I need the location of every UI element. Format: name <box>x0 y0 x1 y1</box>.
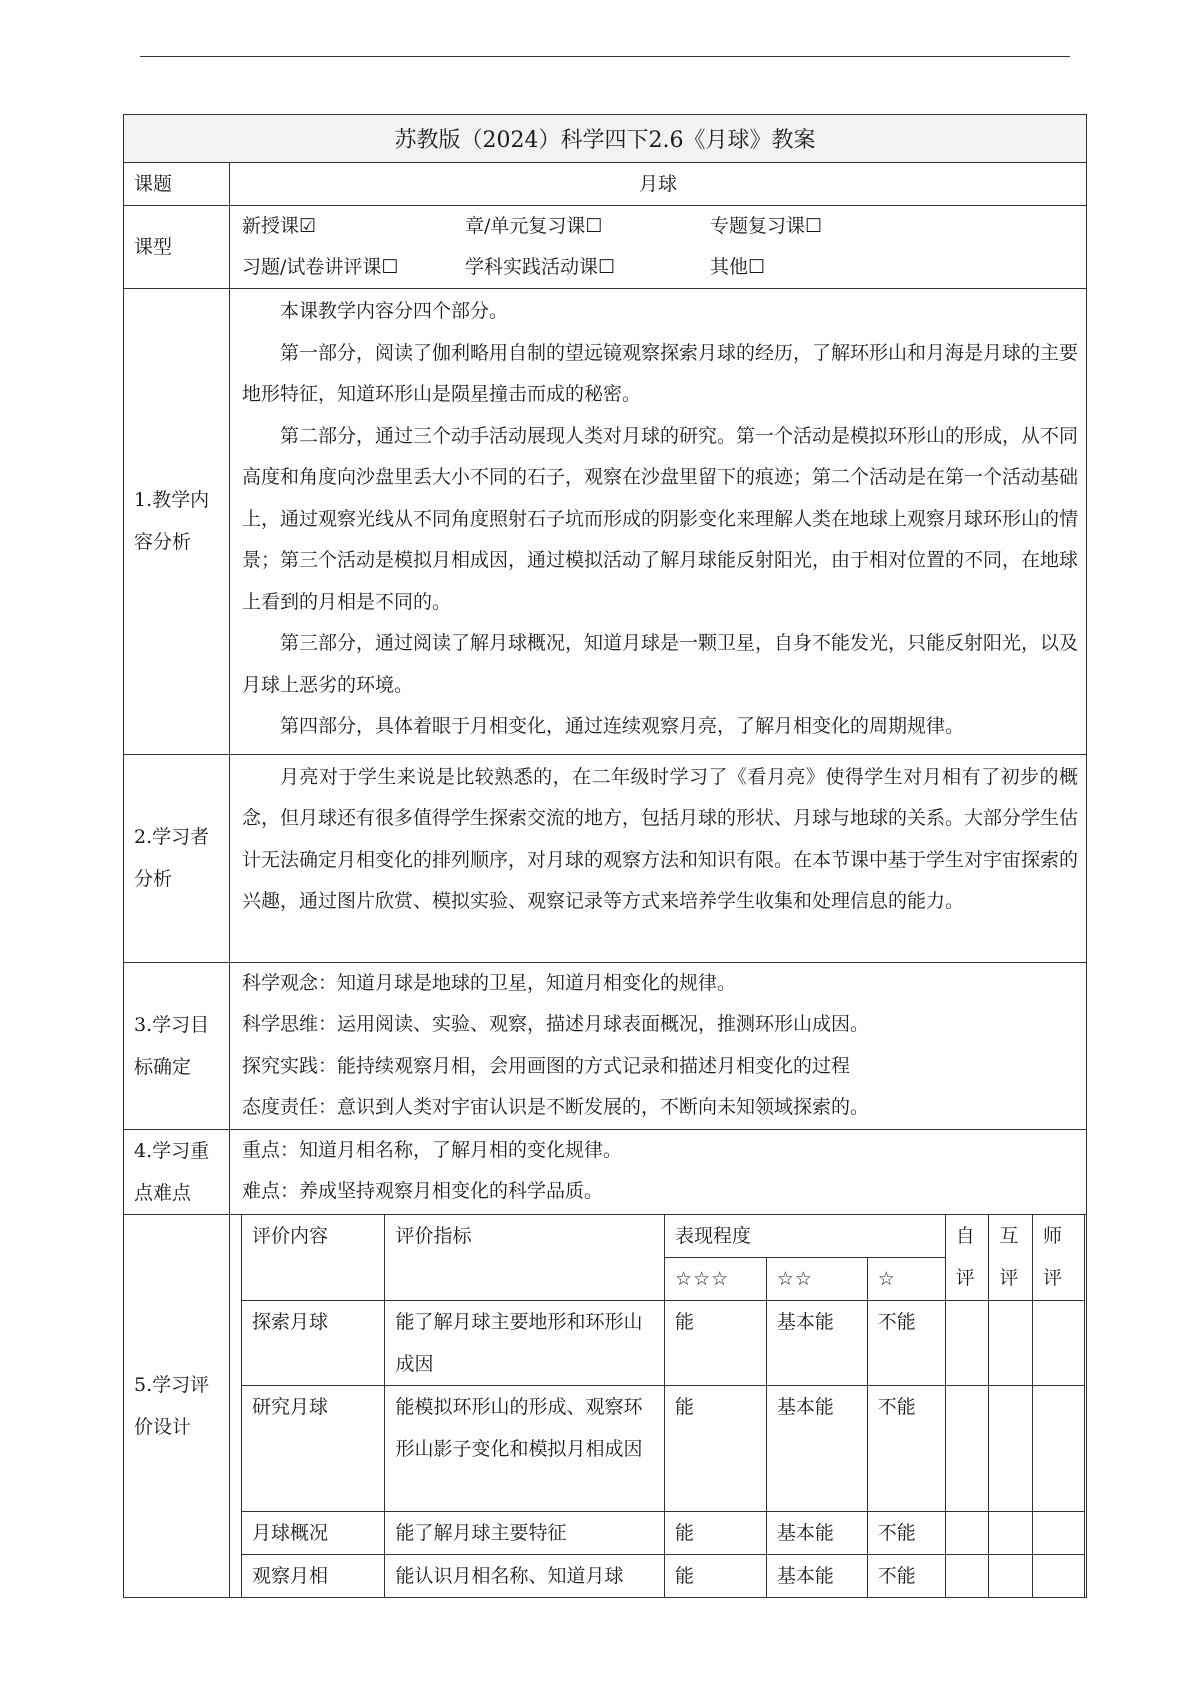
paragraph: 月亮对于学生来说是比较熟悉的，在二年级时学习了《看月亮》使得学生对月相有了初步的概念，但月球还有很多值得学生探索交流的地方，包括月球的形状、月球与地球的关系。大部分学生估计无法确定月相变化的排列顺序，对月球的观察方法和知识有限。在本节课中基于学生对宇宙探索的兴趣，通过图片欣赏、模拟实验、观察记录等方式来培养学生收集和处理信息的能力。 <box>242 765 1079 912</box>
lesson-type-option: 新授课☑ <box>242 215 317 237</box>
header-peer: 互评 <box>989 1215 1033 1301</box>
key-point-line: 重点：知道月相名称，了解月相的变化规律。 <box>242 1138 623 1161</box>
self-score <box>945 1511 989 1554</box>
row-level: 不能 <box>867 1385 945 1511</box>
table-row <box>242 1554 1085 1597</box>
objective-line: 科学思维：运用阅读、实验、观察，描述月球表面概况，推测环形山成因。 <box>242 1013 870 1035</box>
row-indicator: 能认识月相名称、知道月球 <box>385 1554 665 1597</box>
lesson-type-option: 学科实践活动课☐ <box>465 256 616 278</box>
document-title: 苏教版（2024）科学四下2.6《月球》教案 <box>124 115 1087 163</box>
key-point-line: 难点：养成坚持观察月相变化的科学品质。 <box>242 1180 604 1202</box>
row-level: 能 <box>665 1300 767 1385</box>
row-content: 月球概况 <box>242 1511 385 1554</box>
content-analysis-label: 1.教学内容分析 <box>124 289 230 755</box>
paragraph: 第二部分，通过三个动手活动展现人类对月球的研究。第一个活动是模拟环形山的形成，从不同高度和角度向沙盘里丢大小不同的石子，观察在沙盘里留下的痕迹；第二个活动是在第一个活动基础上，通过观察光线从不同角度照射石子坑而形成的阴影变化来理解人类在地球上观察月球环形山的情景；第三个活动是模拟月相成因，通过模拟活动了解月球能反射阳光，由于相对位置的不同，在地球上看到的月相是不同的。 <box>242 424 1079 613</box>
row-level: 不能 <box>867 1511 945 1554</box>
row-content: 探索月球 <box>242 1300 385 1385</box>
teacher-score <box>1032 1554 1084 1597</box>
topic-label: 课题 <box>124 163 230 206</box>
level-three-stars: ☆☆☆ <box>665 1257 767 1300</box>
lesson-type-option: 习题/试卷讲评课☐ <box>242 256 399 278</box>
row-content: 观察月相 <box>242 1554 385 1597</box>
lesson-type-label: 课型 <box>124 206 230 289</box>
row-level: 能 <box>665 1511 767 1554</box>
row-level: 基本能 <box>766 1300 867 1385</box>
objectives-body <box>230 962 1087 1129</box>
content-analysis-body <box>230 289 1087 755</box>
header-rule <box>140 56 1070 57</box>
table-row <box>242 1385 1085 1511</box>
paragraph: 第一部分，阅读了伽利略用自制的望远镜观察探索月球的经历，了解环形山和月海是月球的主要地形特征，知道环形山是陨星撞击而成的秘密。 <box>242 341 1079 405</box>
paragraph: 第三部分，通过阅读了解月球概况，知道月球是一颗卫星，自身不能发光，只能反射阳光，以及月球上恶劣的环境。 <box>242 632 1079 696</box>
lesson-type-option: 专题复习课☐ <box>710 215 823 237</box>
header-indicator: 评价指标 <box>385 1215 665 1301</box>
row-level: 不能 <box>867 1554 945 1597</box>
row-indicator: 能了解月球主要地形和环形山成因 <box>385 1300 665 1385</box>
header-teacher: 师评 <box>1032 1215 1084 1301</box>
row-level: 不能 <box>867 1300 945 1385</box>
self-score <box>945 1554 989 1597</box>
objective-line: 探究实践：能持续观察月相，会用画图的方式记录和描述月相变化的过程 <box>242 1054 851 1077</box>
level-one-star: ☆ <box>867 1257 945 1300</box>
table-row <box>242 1300 1085 1385</box>
self-score <box>945 1300 989 1385</box>
peer-score <box>989 1385 1033 1511</box>
topic-value: 月球 <box>230 163 1087 206</box>
lesson-type-option: 章/单元复习课☐ <box>465 215 603 237</box>
row-level: 基本能 <box>766 1511 867 1554</box>
teacher-score <box>1032 1300 1084 1385</box>
teacher-score <box>1032 1511 1084 1554</box>
objective-line: 科学观念：知道月球是地球的卫星，知道月相变化的规律。 <box>242 971 737 994</box>
evaluation-label: 5.学习评价设计 <box>124 1214 230 1597</box>
paragraph: 第四部分，具体着眼于月相变化，通过连续观察月亮，了解月相变化的周期规律。 <box>280 715 965 737</box>
key-points-body <box>230 1129 1087 1214</box>
learner-analysis-body <box>230 754 1087 962</box>
learner-analysis-label: 2.学习者分析 <box>124 754 230 962</box>
peer-score <box>989 1511 1033 1554</box>
header-content: 评价内容 <box>242 1215 385 1301</box>
lesson-type-options <box>230 206 1087 289</box>
evaluation-table <box>241 1215 1085 1597</box>
self-score <box>945 1385 989 1511</box>
key-points-label: 4.学习重点难点 <box>124 1129 230 1214</box>
row-indicator: 能模拟环形山的形成、观察环形山影子变化和模拟月相成因 <box>385 1385 665 1511</box>
row-content: 研究月球 <box>242 1385 385 1511</box>
row-indicator: 能了解月球主要特征 <box>385 1511 665 1554</box>
table-row <box>242 1511 1085 1554</box>
lesson-type-option: 其他☐ <box>710 256 766 278</box>
row-level: 基本能 <box>766 1385 867 1511</box>
header-self: 自评 <box>945 1215 989 1301</box>
evaluation-cell <box>230 1214 1087 1597</box>
lesson-plan-table <box>123 114 1087 1598</box>
paragraph: 本课教学内容分四个部分。 <box>280 300 509 322</box>
peer-score <box>989 1554 1033 1597</box>
objective-line: 态度责任：意识到人类对宇宙认识是不断发展的，不断向未知领域探索的。 <box>242 1096 870 1118</box>
peer-score <box>989 1300 1033 1385</box>
row-level: 能 <box>665 1385 767 1511</box>
teacher-score <box>1032 1385 1084 1511</box>
header-performance: 表现程度 <box>665 1215 946 1258</box>
row-level: 基本能 <box>766 1554 867 1597</box>
row-level: 能 <box>665 1554 767 1597</box>
objectives-label: 3.学习目标确定 <box>124 962 230 1129</box>
level-two-stars: ☆☆ <box>766 1257 867 1300</box>
